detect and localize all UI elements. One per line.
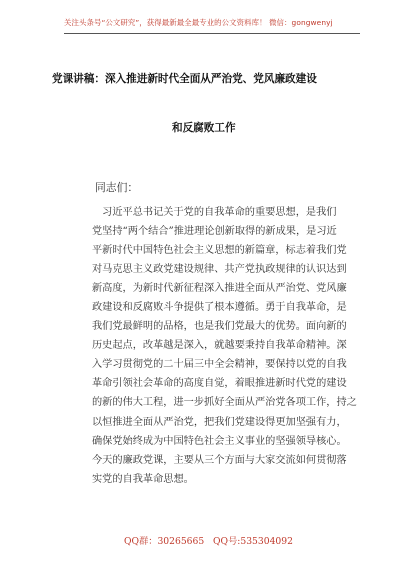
body-line: 历史起点，改革越是深入，就越要秉持自我革命精神。深 bbox=[92, 340, 347, 352]
body-line: 今天的廉政党课，主要从三个方面与大家交流如何贯彻落 bbox=[92, 454, 347, 466]
footer-qq-number: QQ号:535304092 bbox=[213, 536, 293, 547]
body-line: 党坚持“两个结合”推进理论创新取得的新成果，是习近 bbox=[92, 226, 337, 238]
body-paragraph bbox=[92, 206, 357, 492]
document-title-line-1: 党课讲稿：深入推进新时代全面从严治党、党风廉政建设 bbox=[52, 73, 317, 85]
header-promo-note: 关注头条号“公文研究”，获得最新最全最专业的公文资料库！ 微信：gongwenyj bbox=[64, 18, 333, 27]
header-divider bbox=[64, 33, 360, 34]
body-line: 以恒推进全面从严治党，把我们党建设得更加坚强有力， bbox=[92, 416, 347, 428]
body-line: 我们党最鲜明的品格，也是我们党最大的优势。面向新的 bbox=[92, 321, 347, 333]
body-line: 的新的伟大工程，进一步抓好全面从严治党各项工作，持之 bbox=[92, 397, 357, 409]
body-line: 习近平总书记关于党的自我革命的重要思想，是我们 bbox=[92, 207, 337, 218]
greeting: 同志们： bbox=[95, 181, 139, 194]
body-line: 入学习贯彻党的二十届三中全会精神，要保持以党的自我 bbox=[92, 359, 347, 371]
body-line: 实党的自我革命思想。 bbox=[92, 473, 194, 485]
body-line: 确保党始终成为中国特色社会主义事业的坚强领导核心。 bbox=[92, 435, 347, 447]
footer-qq-group: QQ群：30265665 bbox=[124, 536, 205, 547]
document-title-line-2: 和反腐败工作 bbox=[172, 122, 236, 134]
body-line: 革命引领社会革命的高度自觉，着眼推进新时代党的建设 bbox=[92, 378, 347, 390]
body-line: 平新时代中国特色社会主义思想的新篇章，标志着我们党 bbox=[92, 245, 347, 257]
body-line: 对马克思主义政党建设规律、共产党执政规律的认识达到 bbox=[92, 264, 347, 276]
body-line: 政建设和反腐败斗争提供了根本遵循。勇于自我革命，是 bbox=[92, 302, 347, 314]
body-line: 新高度，为新时代新征程深入推进全面从严治党、党风廉 bbox=[92, 283, 347, 295]
